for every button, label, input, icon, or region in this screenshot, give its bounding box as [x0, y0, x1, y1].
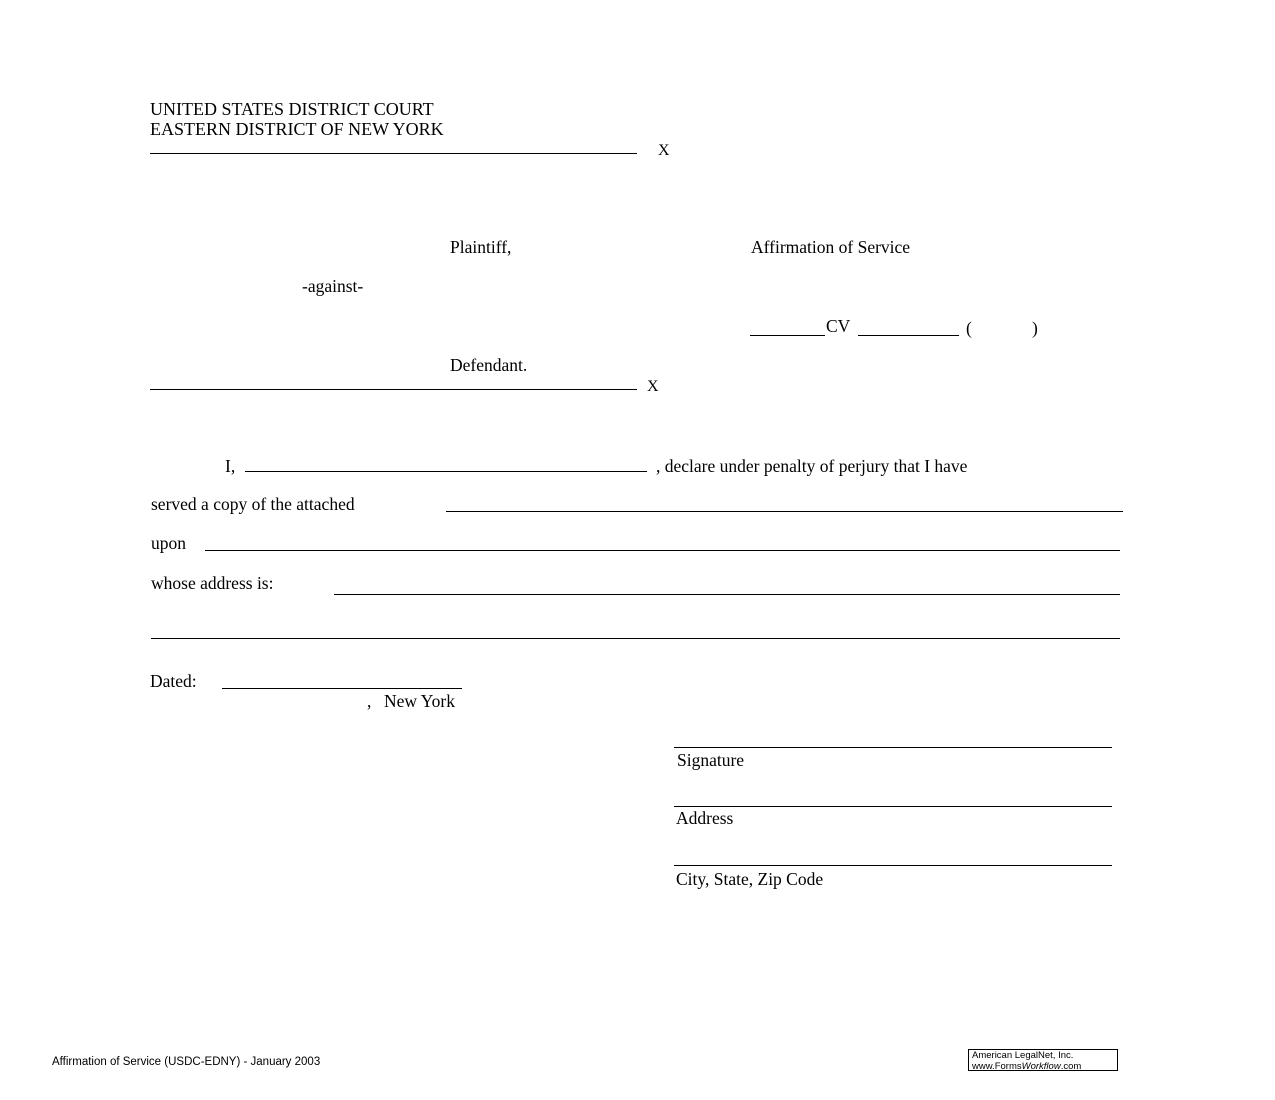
- served-document-blank[interactable]: [446, 511, 1123, 512]
- publisher-url-suffix: .com: [1060, 1060, 1082, 1072]
- case-cv-label: CV: [826, 316, 851, 336]
- declarant-prefix: I,: [225, 456, 236, 476]
- form-identifier: Affirmation of Service (USDC-EDNY) - January 2003: [52, 1056, 321, 1068]
- against-label: -against-: [302, 276, 364, 296]
- case-open-paren: (: [966, 318, 972, 338]
- dated-location: New York: [384, 691, 455, 711]
- court-district: EASTERN DISTRICT OF NEW YORK: [150, 119, 444, 139]
- signer-city-line[interactable]: [674, 865, 1112, 866]
- upon-party-blank[interactable]: [205, 550, 1120, 551]
- upon-label: upon: [151, 533, 186, 553]
- defendant-label: Defendant.: [450, 355, 528, 375]
- publisher-url-prefix: www.Forms: [972, 1060, 1022, 1072]
- publisher-name: American LegalNet, Inc.: [972, 1050, 1074, 1061]
- case-year-blank[interactable]: [750, 335, 825, 336]
- dated-label: Dated:: [150, 671, 197, 691]
- signer-address-line[interactable]: [674, 806, 1112, 807]
- signature-label: Signature: [677, 750, 745, 770]
- court-name: UNITED STATES DISTRICT COURT: [150, 99, 434, 119]
- declaration-text: , declare under penalty of perjury that I have: [656, 456, 968, 476]
- publisher-url: [972, 1062, 1117, 1073]
- address-line-1[interactable]: [334, 594, 1120, 595]
- document-title: Affirmation of Service: [751, 237, 911, 257]
- date-blank[interactable]: [222, 688, 462, 689]
- caption-top-x: X: [658, 142, 670, 159]
- case-close-paren: ): [1032, 318, 1038, 338]
- caption-top-rule: [150, 153, 637, 154]
- plaintiff-label: Plaintiff,: [450, 237, 512, 257]
- declarant-name-blank[interactable]: [245, 471, 647, 472]
- case-number-blank[interactable]: [858, 335, 959, 336]
- address-label: whose address is:: [151, 573, 274, 593]
- publisher-url-italic: Workflow: [1021, 1060, 1061, 1072]
- signer-city-label: City, State, Zip Code: [676, 869, 824, 889]
- served-document-label: served a copy of the attached: [151, 494, 355, 514]
- publisher-stamp: [968, 1049, 1118, 1071]
- address-line-2[interactable]: [151, 638, 1120, 639]
- caption-bottom-rule: [150, 389, 637, 390]
- signer-address-label: Address: [676, 808, 734, 828]
- caption-bottom-x: X: [647, 378, 659, 395]
- signature-line[interactable]: [674, 747, 1112, 748]
- dated-comma: ,: [367, 691, 372, 711]
